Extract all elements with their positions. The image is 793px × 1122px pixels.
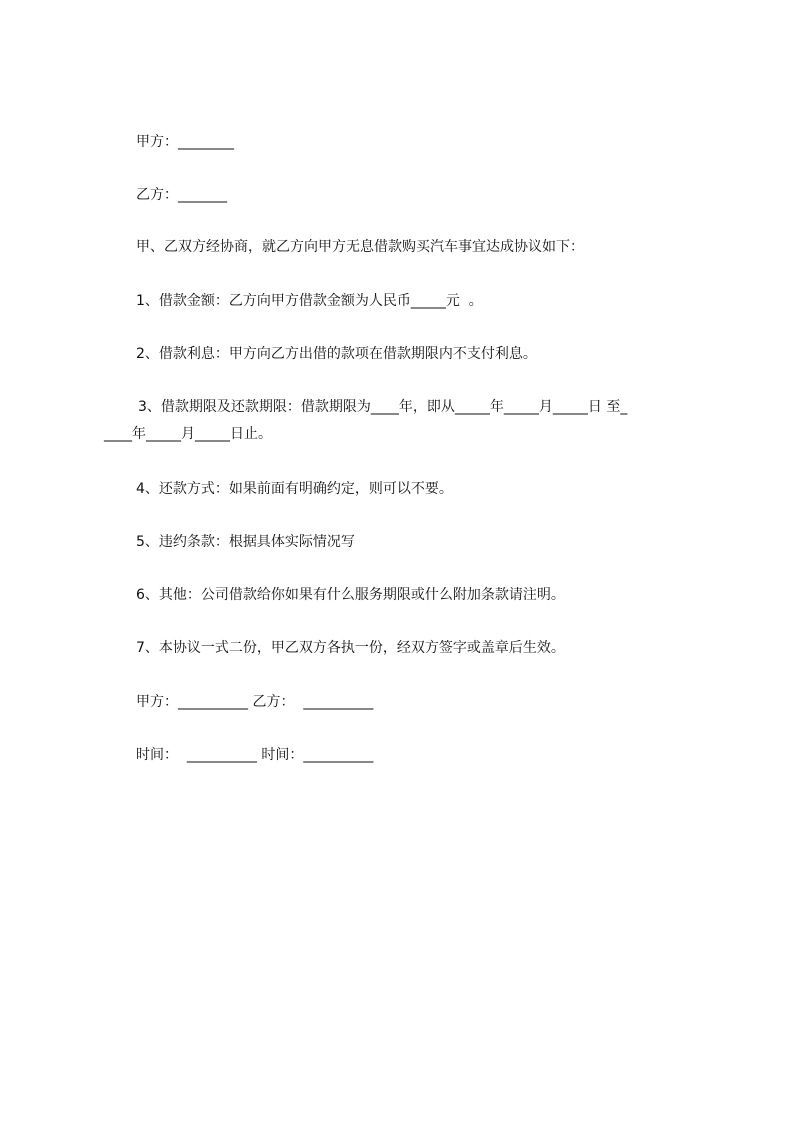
date-line: 时间： __________ 时间：__________ xyxy=(136,747,374,763)
clause-7: 7、本协议一式二份，甲乙双方各执一份，经双方签字或盖章后生效。 xyxy=(136,640,565,656)
signature-line: 甲方：__________ 乙方： __________ xyxy=(136,694,374,710)
clause-6: 6、其他：公司借款给你如果有什么服务期限或什么附加条款请注明。 xyxy=(136,587,565,603)
clause-4: 4、还款方式：如果前面有明确约定，则可以不要。 xyxy=(136,481,453,497)
clause-3 xyxy=(104,397,704,444)
party-b-line: 乙方：_______ xyxy=(136,187,227,203)
clause-3-line-1: 3、借款期限及还款期限：借款期限为____年，即从_____年_____月_____日 至_ xyxy=(138,399,628,415)
clause-5: 5、违约条款：根据具体实际情况写 xyxy=(136,534,355,550)
clause-2: 2、借款利息：甲方向乙方出借的款项在借款期限内不支付利息。 xyxy=(136,346,537,362)
clause-1: 1、借款金额：乙方向甲方借款金额为人民币_____元 。 xyxy=(136,293,483,309)
clause-3-line-2: ____年_____月_____日止。 xyxy=(104,426,272,442)
party-a-line: 甲方：________ xyxy=(136,134,234,150)
agreement-intro: 甲、乙双方经协商，就乙方向甲方无息借款购买汽车事宜达成协议如下： xyxy=(136,239,584,255)
